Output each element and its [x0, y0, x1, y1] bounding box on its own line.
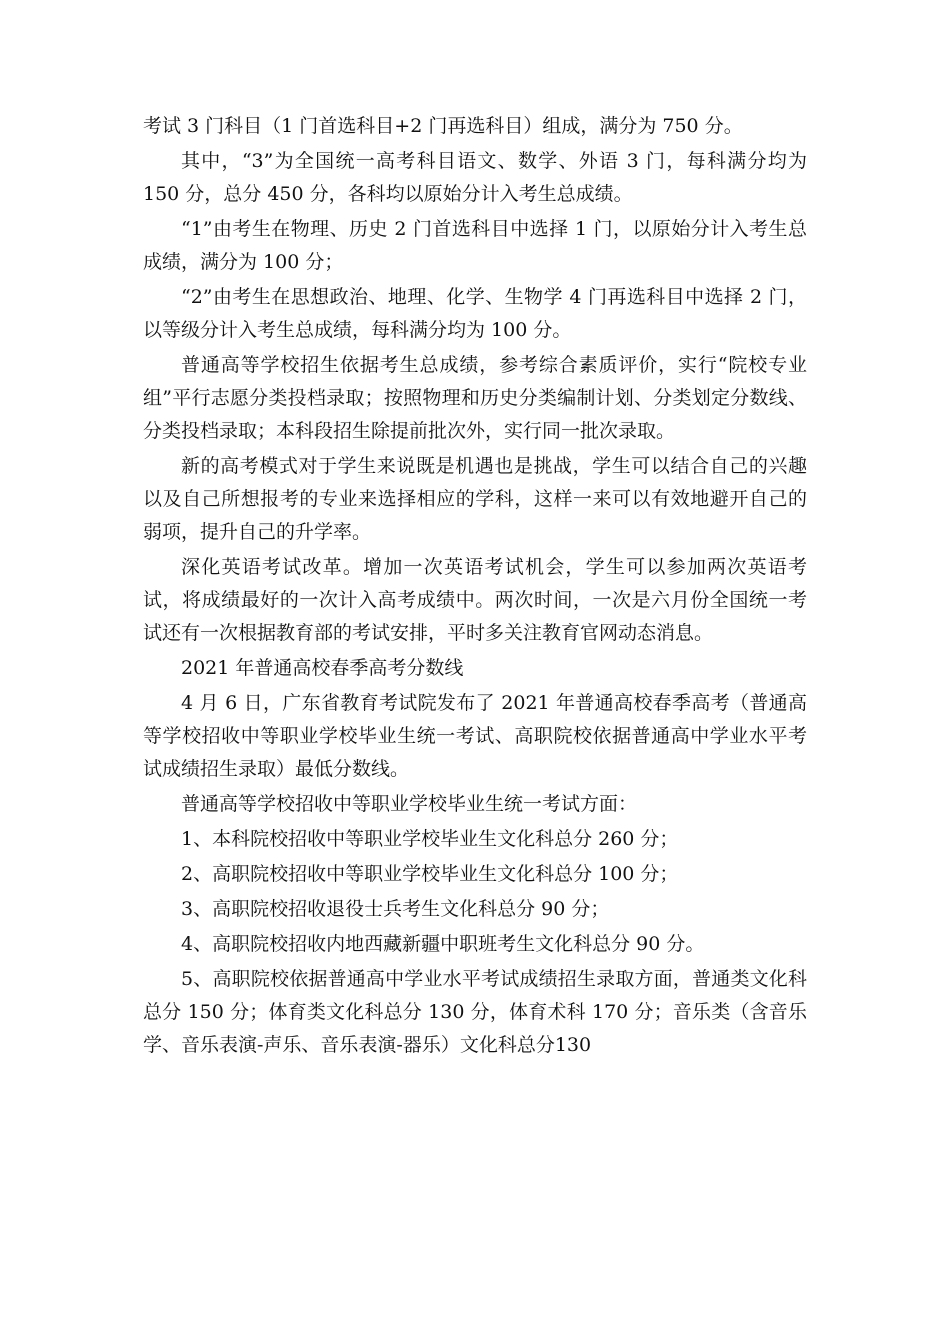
list-item: 3、高职院校招收退役士兵考生文化科总分 90 分； [181, 898, 610, 920]
paragraph-9: 普通高等学校招收中等职业学校毕业生统一考试方面： [181, 793, 638, 815]
paragraph-6: 新的高考模式对于学生来说既是机遇也是挑战，学生可以结合自己的兴趣以及自己所想报考的专业来选择相应的学科，这样一来可以有效地避开自己的弱项，提升自己的升学率。 [143, 455, 807, 543]
list-item: 4、高职院校招收内地西藏新疆中职班考生文化科总分 90 分。 [181, 933, 705, 955]
paragraph-3: “1”由考生在物理、历史 2 门首选科目中选择 1 门，以原始分计入考生总成绩，满分为 100 分； [143, 218, 807, 273]
paragraph-2: 其中，“3”为全国统一高考科目语文、数学、外语 3 门，每科满分均为 150 分，总分 450 分，各科均以原始分计入考生总成绩。 [143, 150, 807, 205]
document-body [143, 110, 807, 1064]
list-item: 5、高职院校依据普通高中学业水平考试成绩招生录取方面，普通类文化科总分 150 分；体育类文化科总分 130 分，体育术科 170 分；音乐类（含音乐学、音乐表演-声乐、音乐表演-器乐）文化科总分130 [143, 968, 807, 1056]
paragraph-4: “2”由考生在思想政治、地理、化学、生物学 4 门再选科目中选择 2 门，以等级分计入考生总成绩，每科满分均为 100 分。 [143, 286, 807, 341]
paragraph-7: 深化英语考试改革。增加一次英语考试机会，学生可以参加两次英语考试，将成绩最好的一次计入高考成绩中。两次时间，一次是六月份全国统一考试还有一次根据教育部的考试安排，平时多关注教育官网动态消息。 [143, 556, 807, 644]
paragraph-1: 考试 3 门科目（1 门首选科目+2 门再选科目）组成，满分为 750 分。 [143, 115, 743, 137]
paragraph-8: 4 月 6 日，广东省教育考试院发布了 2021 年普通高校春季高考（普通高等学校招收中等职业学校毕业生统一考试、高职院校依据普通高中学业水平考试成绩招生录取）最低分数线。 [143, 692, 807, 780]
section-heading: 2021 年普通高校春季高考分数线 [181, 657, 464, 679]
list-item: 1、本科院校招收中等职业学校毕业生文化科总分 260 分； [181, 828, 679, 850]
paragraph-5: 普通高等学校招生依据考生总成绩，参考综合素质评价，实行“院校专业组”平行志愿分类投档录取；按照物理和历史分类编制计划、分类划定分数线、分类投档录取；本科段招生除提前批次外，实行同一批次录取。 [143, 354, 807, 442]
list-item: 2、高职院校招收中等职业学校毕业生文化科总分 100 分； [181, 863, 679, 885]
